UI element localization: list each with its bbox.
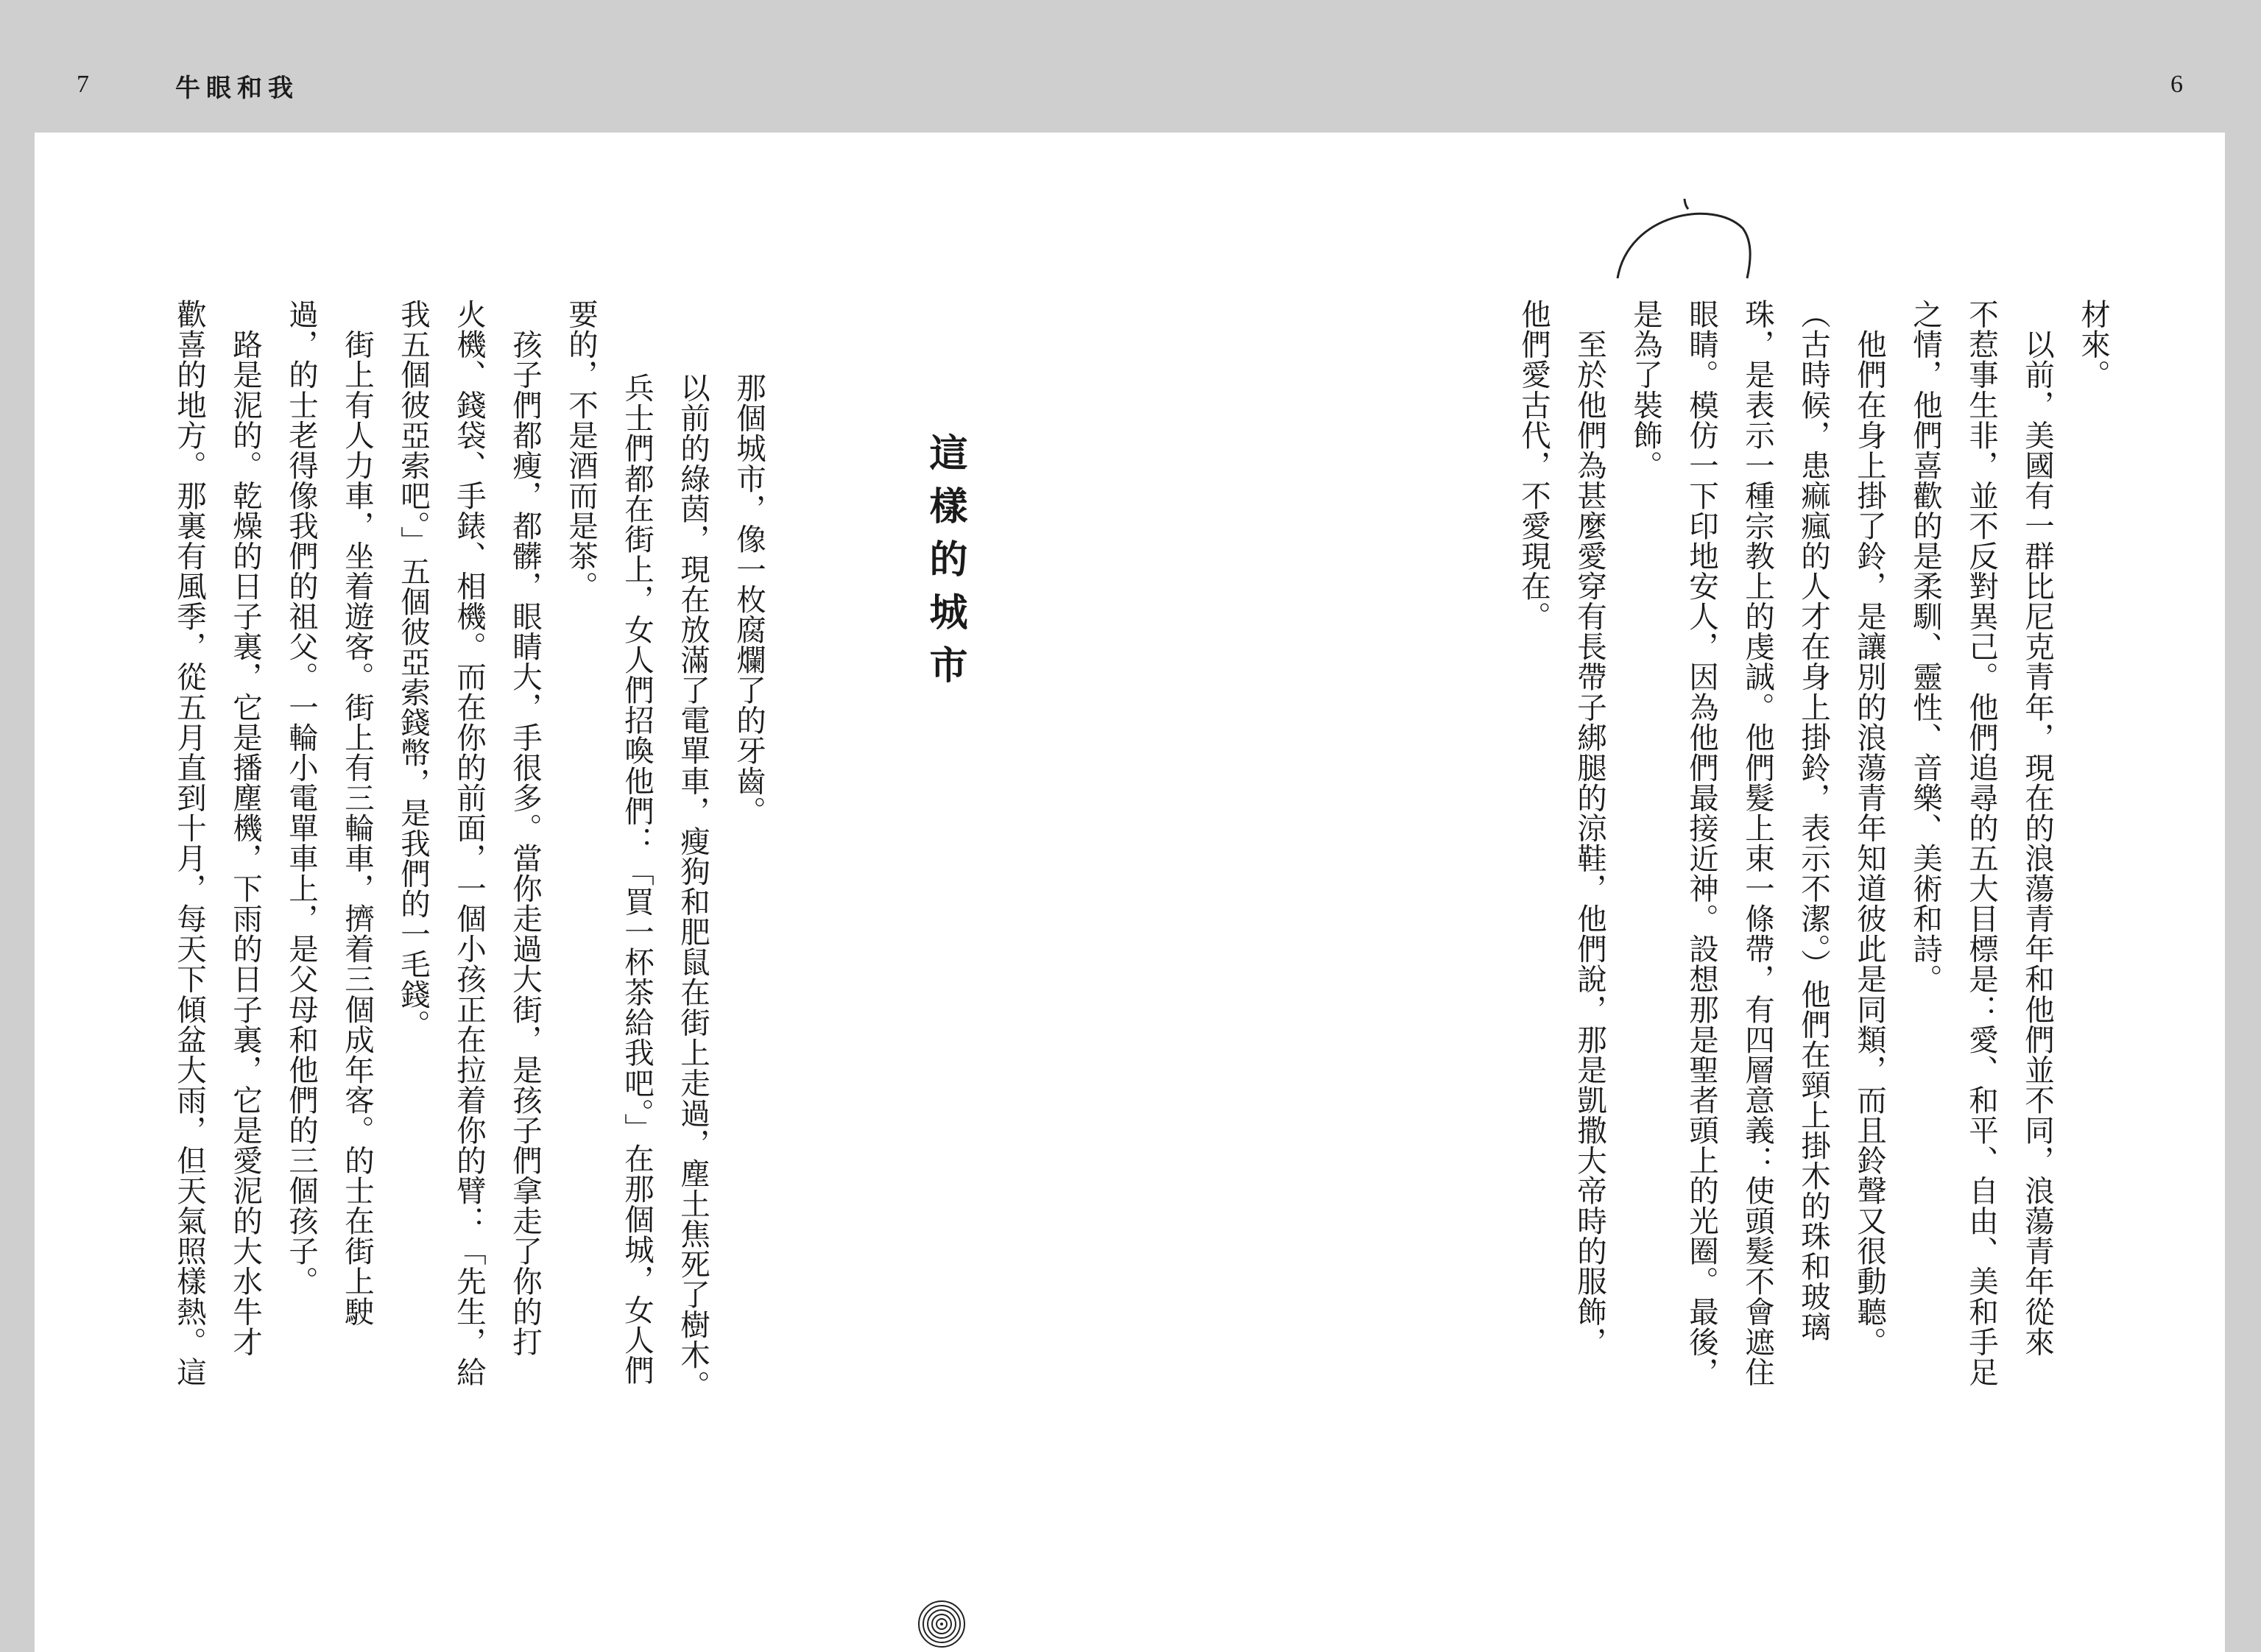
book-title: 牛眼和我	[175, 74, 299, 103]
text-column: 那個城市，像一枚腐爛了的牙齒。	[731, 373, 766, 826]
text-column: 不惹事生非，並不反對異己。他們追尋的五大目標是：愛、和平、自由、美和手足	[1964, 299, 1999, 1387]
chapter-title: 這樣的城市	[923, 433, 967, 698]
left-page-number: 7	[77, 71, 89, 98]
text-column: 火機、錢袋、手錶、相機。而在你的前面，一個小孩正在拉着你的臂：「先生，給	[451, 299, 487, 1387]
text-column: 街上有人力車，坐着遊客。街上有三輪車，擠着三個成年客。的士在街上駛	[339, 299, 375, 1327]
spiral-ornament-icon	[915, 1598, 968, 1651]
text-column: 以前的綠茵，現在放滿了電單車，瘦狗和肥鼠在街上走過，塵土焦死了樹木。	[675, 373, 710, 1400]
squiggle-ornament-icon	[1603, 199, 1765, 280]
text-column: （古時候，患痲瘋的人才在身上掛鈴，表示不潔。）他們在頸上掛木的珠和玻璃	[1796, 299, 1831, 1342]
text-column: 他們在身上掛了鈴，是讓別的浪蕩青年知道彼此是同類，而且鈴聲又很動聽。	[1852, 299, 1887, 1357]
text-column: 兵士們都在街上，女人們招喚他們：「買一杯茶給我吧。」在那個城，女人們	[619, 373, 655, 1386]
right-page-number: 6	[2170, 71, 2183, 98]
text-column: 以前，美國有一群比尼克青年，現在的浪蕩青年和他們並不同，浪蕩青年從來	[2020, 299, 2055, 1357]
book-spread	[35, 133, 2225, 1652]
text-column: 材來。	[2075, 299, 2111, 390]
text-column: 路是泥的。乾燥的日子裏，它是播塵機，下雨的日子裏，它是愛泥的大水牛才	[227, 299, 263, 1357]
text-column: 珠，是表示一種宗教上的虔誠。他們髮上束一條帶，有四層意義：使頭髮不會遮住	[1740, 299, 1775, 1387]
text-column: 孩子們都瘦，都髒，眼睛大，手很多。當你走過大街，是孩子們拿走了你的打	[507, 299, 543, 1357]
text-column: 至於他們為甚麼愛穿有長帶子綁腿的涼鞋，他們說，那是凱撒大帝時的服飾，	[1572, 299, 1607, 1357]
text-column: 過，的士老得像我們的祖父。一輪小電單車上，是父母和他們的三個孩子。	[283, 299, 319, 1296]
text-column: 要的，不是酒而是茶。	[563, 299, 599, 601]
text-column: 他們愛古代，不愛現在。	[1516, 299, 1551, 632]
text-column: 我五個彼亞索吧。」五個彼亞索錢幣，是我們的一毛錢。	[395, 299, 431, 1039]
text-column: 是為了裝飾。	[1628, 299, 1663, 481]
text-column: 之情，他們喜歡的是柔馴、靈性、音樂、美術和詩。	[1908, 299, 1943, 995]
text-column: 眼睛。模仿一下印地安人，因為他們最接近神。設想那是聖者頭上的光圈。最後，	[1684, 299, 1719, 1387]
text-column: 歡喜的地方。那裏有風季，從五月直到十月，每天下傾盆大雨，但天氣照樣熱。這	[172, 299, 207, 1387]
